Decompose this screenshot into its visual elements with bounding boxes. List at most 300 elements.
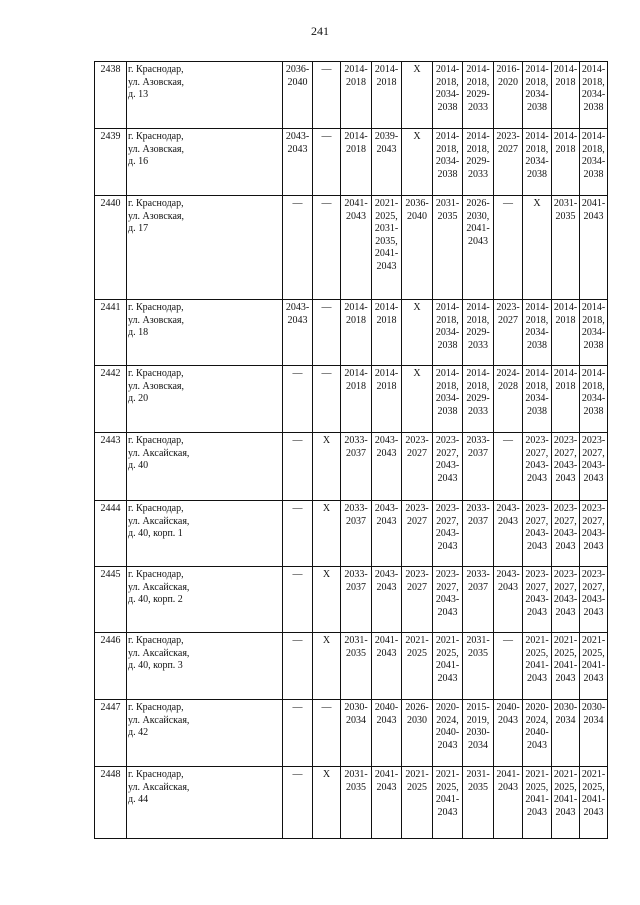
period-line: 2037 — [468, 581, 488, 593]
address-cell — [127, 567, 283, 633]
period-line: 2018, — [466, 380, 490, 392]
period-line: 2025, — [375, 210, 398, 222]
period-cell — [580, 700, 608, 767]
period-line: 2018, — [466, 76, 490, 88]
period-line: 2014- — [525, 64, 549, 75]
period-line: X — [322, 635, 331, 646]
address-cell — [127, 767, 283, 839]
period-line: 2014- — [466, 368, 490, 379]
period-cell — [341, 300, 372, 366]
address-line: д. 16 — [128, 156, 149, 167]
period-line: 2021- — [405, 769, 429, 780]
period-line: 2026- — [405, 702, 429, 713]
address-line: г. Краснодар, — [128, 569, 184, 580]
period-line: 2043- — [435, 528, 460, 539]
period-line: 2043 — [583, 606, 604, 618]
period-line: 2043 — [437, 806, 458, 818]
period-line: 2019, — [466, 714, 490, 726]
period-line: 2036- — [405, 198, 429, 209]
period-line: 2041- — [581, 660, 606, 671]
period-cell — [463, 767, 494, 839]
address-line: ул. Азовская, — [128, 76, 185, 88]
period-line: 2014- — [466, 64, 490, 75]
period-line: 2014- — [553, 64, 578, 75]
period-cell — [341, 366, 372, 433]
period-line: 2043 — [287, 143, 308, 155]
period-line: 2014- — [525, 302, 549, 313]
period-cell — [283, 700, 313, 767]
period-cell — [494, 62, 523, 129]
period-line: 2043- — [285, 131, 310, 142]
period-cell — [341, 196, 372, 300]
period-cell — [341, 433, 372, 501]
address-line: г. Краснодар, — [128, 503, 184, 514]
period-line: 2043 — [437, 739, 458, 751]
period-line: 2043 — [376, 781, 397, 793]
period-line: 2035 — [555, 210, 576, 222]
period-line: X — [413, 302, 421, 313]
period-line: 2034 — [346, 714, 366, 726]
period-line: 2040- — [525, 727, 549, 738]
period-line: 2014- — [466, 302, 490, 313]
period-line: 2037 — [346, 581, 366, 593]
row-number: 2438 — [95, 62, 127, 129]
address-line: г. Краснодар, — [128, 302, 184, 313]
period-cell — [313, 567, 341, 633]
period-line: 2031- — [553, 198, 578, 209]
period-line: 2043- — [435, 460, 460, 471]
period-line: 2035 — [468, 781, 488, 793]
period-line: 2018 — [376, 76, 397, 88]
period-cell — [372, 767, 402, 839]
period-cell — [341, 129, 372, 196]
period-line: 2043- — [285, 302, 310, 313]
period-line: 2043- — [553, 528, 578, 539]
period-line: 2021- — [374, 198, 399, 209]
period-cell — [580, 767, 608, 839]
period-line: 2033- — [344, 435, 368, 446]
period-line: 2041- — [525, 794, 549, 805]
period-cell — [580, 196, 608, 300]
address-line: д. 44 — [128, 794, 149, 805]
period-line: 2038 — [527, 339, 547, 351]
period-line: 2014- — [344, 368, 368, 379]
address-line: д. 40, корп. 2 — [128, 594, 183, 605]
period-line: 2040 — [287, 76, 308, 88]
period-line: 2043 — [527, 540, 547, 552]
period-line: 2027, — [554, 447, 577, 459]
period-cell — [494, 433, 523, 501]
period-line: 2018 — [346, 143, 366, 155]
period-line: 2043- — [374, 569, 399, 580]
period-line: 2034- — [525, 327, 549, 338]
period-line: — — [503, 198, 513, 209]
period-line: 2034- — [581, 393, 606, 404]
period-cell — [433, 501, 463, 567]
period-line: 2014- — [581, 131, 606, 142]
period-line: 2043 — [555, 472, 576, 484]
period-cell — [552, 700, 580, 767]
address-line: д. 40, корп. 1 — [128, 528, 183, 539]
period-line: 2041- — [435, 660, 460, 671]
period-line: 2018, — [436, 76, 459, 88]
period-line: 2030- — [553, 702, 578, 713]
period-cell — [523, 767, 552, 839]
table-row — [95, 300, 608, 366]
period-cell — [552, 300, 580, 366]
period-cell — [372, 366, 402, 433]
period-line: 2029- — [466, 327, 490, 338]
period-line: 2043 — [527, 606, 547, 618]
address-cell — [127, 129, 283, 196]
period-line: 2043 — [527, 472, 547, 484]
period-line: 2023- — [405, 569, 429, 580]
period-line: 2041- — [374, 769, 399, 780]
period-cell — [494, 700, 523, 767]
period-line: 2038 — [527, 101, 547, 113]
period-line: 2043 — [376, 581, 397, 593]
period-cell — [372, 196, 402, 300]
address-line: д. 42 — [128, 727, 149, 738]
address-cell — [127, 700, 283, 767]
period-line: 2038 — [437, 405, 458, 417]
period-line: 2027, — [525, 515, 549, 527]
period-line: — — [321, 198, 332, 209]
period-line: 2014- — [435, 368, 460, 379]
period-line: 2043 — [555, 606, 576, 618]
period-cell — [494, 196, 523, 300]
period-line: 2043- — [553, 594, 578, 605]
period-line: 2041- — [344, 198, 368, 209]
period-line: — — [292, 435, 303, 446]
period-line: 2025, — [582, 647, 605, 659]
period-cell — [494, 633, 523, 700]
address-line: г. Краснодар, — [128, 635, 184, 646]
row-number: 2444 — [95, 501, 127, 567]
period-line: 2043 — [498, 581, 518, 593]
period-line: 2024- — [496, 368, 520, 379]
period-line: 2027, — [582, 581, 605, 593]
period-line: 2033 — [468, 168, 488, 180]
address-cell — [127, 633, 283, 700]
period-line: 2018, — [436, 314, 459, 326]
period-cell — [313, 767, 341, 839]
period-cell — [372, 700, 402, 767]
period-line: X — [322, 435, 331, 446]
period-line: 2041- — [496, 769, 520, 780]
address-line: г. Краснодар, — [128, 435, 184, 446]
period-line: — — [292, 635, 303, 646]
period-line: 2038 — [527, 405, 547, 417]
period-line: 2038 — [437, 101, 458, 113]
period-line: 2034- — [581, 156, 606, 167]
period-line: 2038 — [437, 168, 458, 180]
period-cell — [523, 62, 552, 129]
period-line: 2014- — [435, 64, 460, 75]
period-line: 2014- — [553, 302, 578, 313]
row-number: 2447 — [95, 700, 127, 767]
address-cell — [127, 300, 283, 366]
address-line: ул. Азовская, — [128, 314, 185, 326]
period-cell — [552, 633, 580, 700]
period-cell — [433, 62, 463, 129]
period-line: 2041- — [435, 794, 460, 805]
period-line: 2018 — [376, 314, 397, 326]
period-line: 2029- — [466, 393, 490, 404]
period-cell — [552, 433, 580, 501]
period-line: 2033- — [466, 435, 490, 446]
period-cell — [313, 633, 341, 700]
period-line: 2018 — [555, 76, 576, 88]
period-line: 2043 — [437, 672, 458, 684]
period-line: 2043- — [525, 460, 549, 471]
period-line: 2034 — [583, 714, 604, 726]
period-line: 2043 — [376, 647, 397, 659]
period-line: 2034 — [555, 714, 576, 726]
period-line: 2037 — [346, 515, 366, 527]
address-line: д. 18 — [128, 327, 149, 338]
period-cell — [433, 129, 463, 196]
period-line: 2043 — [287, 314, 308, 326]
period-line: 2043- — [581, 528, 606, 539]
table-row — [95, 196, 608, 300]
address-cell — [127, 433, 283, 501]
period-line: 2014- — [374, 368, 399, 379]
address-line: г. Краснодар, — [128, 769, 184, 780]
period-cell — [372, 501, 402, 567]
period-line: 2043 — [527, 739, 547, 751]
period-line: 2043 — [498, 515, 518, 527]
period-line: 2027 — [498, 143, 518, 155]
period-line: X — [413, 131, 421, 142]
period-cell — [463, 700, 494, 767]
period-line: 2043- — [525, 528, 549, 539]
period-line: 2025 — [407, 781, 427, 793]
period-cell — [402, 129, 433, 196]
period-line: 2027, — [582, 515, 605, 527]
period-line: 2014- — [374, 64, 399, 75]
period-line: — — [321, 64, 332, 75]
period-line: 2027, — [436, 447, 459, 459]
table-row — [95, 129, 608, 196]
address-line: д. 13 — [128, 89, 149, 100]
period-cell — [580, 567, 608, 633]
period-cell — [463, 567, 494, 633]
period-line: 2043 — [376, 143, 397, 155]
period-line: X — [322, 769, 331, 780]
address-line: ул. Азовская, — [128, 380, 185, 392]
address-line: ул. Азовская, — [128, 143, 185, 155]
address-line: д. 40, корп. 3 — [128, 660, 183, 671]
period-cell — [402, 196, 433, 300]
period-cell — [433, 433, 463, 501]
period-line: 2043 — [437, 540, 458, 552]
period-line: 2043 — [583, 210, 604, 222]
address-line: г. Краснодар, — [128, 702, 184, 713]
period-cell — [341, 501, 372, 567]
period-cell — [313, 62, 341, 129]
period-cell — [552, 767, 580, 839]
period-line: 2018, — [466, 314, 490, 326]
address-line: г. Краснодар, — [128, 368, 184, 379]
period-line: 2024, — [436, 714, 459, 726]
period-line: 2023- — [553, 503, 578, 514]
period-cell — [372, 433, 402, 501]
period-cell — [313, 300, 341, 366]
period-line: 2030, — [466, 210, 490, 222]
period-line: 2021- — [405, 635, 429, 646]
period-line: 2043- — [374, 435, 399, 446]
period-line: 2018, — [436, 143, 459, 155]
period-line: X — [413, 368, 421, 379]
period-line: 2030- — [581, 702, 606, 713]
period-line: 2034- — [525, 156, 549, 167]
address-line: ул. Аксайская, — [128, 647, 190, 659]
period-cell — [313, 433, 341, 501]
period-line: 2023- — [435, 503, 460, 514]
period-cell — [313, 366, 341, 433]
period-line: 2043 — [583, 472, 604, 484]
period-line: 2043 — [583, 540, 604, 552]
period-line: 2014- — [553, 368, 578, 379]
period-line: 2041- — [581, 794, 606, 805]
period-line: 2024, — [525, 714, 549, 726]
period-cell — [552, 129, 580, 196]
period-line: 2030 — [407, 714, 427, 726]
period-cell — [283, 433, 313, 501]
period-line: 2021- — [435, 769, 460, 780]
period-line: 2021- — [553, 635, 578, 646]
period-line: 2043 — [437, 472, 458, 484]
period-cell — [402, 366, 433, 433]
period-line: 2043- — [496, 569, 520, 580]
period-line: 2028 — [498, 380, 518, 392]
period-cell — [463, 633, 494, 700]
table-row — [95, 767, 608, 839]
period-line: 2025, — [525, 781, 549, 793]
period-cell — [494, 767, 523, 839]
period-line: 2014- — [581, 64, 606, 75]
table-row — [95, 62, 608, 129]
period-line: 2035 — [437, 210, 458, 222]
period-line: 2041- — [525, 660, 549, 671]
period-line: 2023- — [553, 569, 578, 580]
period-line: 2033 — [468, 405, 488, 417]
period-line: 2034- — [435, 393, 460, 404]
period-line: 2018, — [582, 314, 605, 326]
period-line: 2034- — [435, 89, 460, 100]
period-cell — [313, 196, 341, 300]
schedule-table — [94, 61, 608, 839]
period-line: — — [292, 198, 303, 209]
period-line: 2014- — [581, 368, 606, 379]
period-cell — [372, 300, 402, 366]
row-number: 2441 — [95, 300, 127, 366]
period-line: 2033 — [468, 339, 488, 351]
period-line: 2034- — [525, 393, 549, 404]
period-line: X — [533, 198, 541, 209]
period-cell — [494, 129, 523, 196]
table-row — [95, 567, 608, 633]
period-cell — [283, 767, 313, 839]
period-line: 2027 — [407, 515, 427, 527]
period-cell — [402, 633, 433, 700]
address-cell — [127, 501, 283, 567]
period-line: 2034- — [435, 327, 460, 338]
period-line: 2043 — [498, 714, 518, 726]
period-line: 2043- — [581, 460, 606, 471]
period-cell — [463, 129, 494, 196]
period-cell — [580, 501, 608, 567]
address-cell — [127, 366, 283, 433]
period-line: 2018 — [346, 380, 366, 392]
period-cell — [341, 700, 372, 767]
period-line: 2043 — [498, 781, 518, 793]
period-line: 2023- — [525, 435, 549, 446]
period-line: 2039- — [374, 131, 399, 142]
period-cell — [580, 633, 608, 700]
period-line: 2023- — [525, 569, 549, 580]
period-cell — [433, 567, 463, 633]
period-line: X — [322, 503, 331, 514]
period-line: 2018 — [555, 143, 576, 155]
period-line: 2034- — [525, 89, 549, 100]
period-line: 2014- — [435, 302, 460, 313]
period-cell — [463, 300, 494, 366]
period-line: 2027, — [582, 447, 605, 459]
period-line: 2038 — [583, 168, 604, 180]
period-line: 2014- — [525, 368, 549, 379]
period-cell — [372, 129, 402, 196]
period-line: 2027, — [525, 447, 549, 459]
period-line: 2035 — [468, 647, 488, 659]
period-line: 2023- — [581, 503, 606, 514]
period-cell — [283, 567, 313, 633]
period-line: 2035 — [346, 781, 366, 793]
period-line: — — [292, 702, 303, 713]
period-line: 2014- — [344, 302, 368, 313]
period-line: 2040- — [374, 702, 399, 713]
period-line: 2043 — [468, 235, 488, 247]
period-line: 2043 — [555, 672, 576, 684]
period-line: 2014- — [435, 131, 460, 142]
period-line: 2025, — [525, 647, 549, 659]
period-cell — [402, 62, 433, 129]
address-line: ул. Аксайская, — [128, 515, 190, 527]
period-line: 2038 — [583, 339, 604, 351]
period-cell — [552, 62, 580, 129]
period-line: 2030- — [344, 702, 368, 713]
period-line: 2014- — [344, 64, 368, 75]
period-cell — [283, 62, 313, 129]
period-line: 2014- — [344, 131, 368, 142]
period-line: X — [413, 64, 421, 75]
period-line: 2027, — [554, 515, 577, 527]
period-line: 2025, — [436, 647, 459, 659]
period-cell — [580, 366, 608, 433]
period-cell — [283, 366, 313, 433]
period-line: 2041- — [581, 198, 606, 209]
period-line: 2035 — [346, 647, 366, 659]
period-line: 2038 — [527, 168, 547, 180]
address-line: г. Краснодар, — [128, 131, 184, 142]
period-line: 2035, — [375, 235, 398, 247]
period-line: — — [321, 702, 332, 713]
period-cell — [402, 433, 433, 501]
period-line: 2018, — [525, 76, 549, 88]
period-cell — [402, 501, 433, 567]
period-line: 2038 — [437, 339, 458, 351]
